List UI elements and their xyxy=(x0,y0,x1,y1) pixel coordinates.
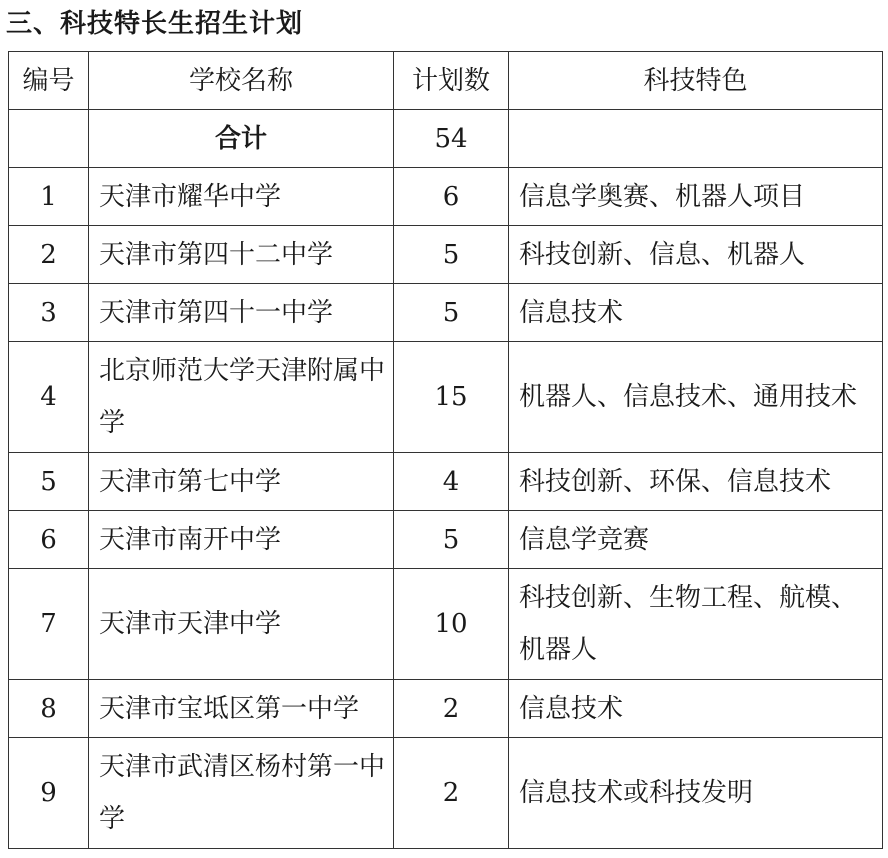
row-feature: 信息技术 xyxy=(509,284,883,342)
total-feature-cell xyxy=(509,110,883,168)
row-feature: 科技创新、生物工程、航模、机器人 xyxy=(509,569,883,680)
enrollment-plan-table xyxy=(8,51,883,849)
row-no: 7 xyxy=(9,569,89,680)
table-row xyxy=(9,569,883,680)
row-feature: 机器人、信息技术、通用技术 xyxy=(509,342,883,453)
row-no: 5 xyxy=(9,453,89,511)
total-row xyxy=(9,110,883,168)
row-feature: 信息学竞赛 xyxy=(509,511,883,569)
table-row xyxy=(9,168,883,226)
row-count: 5 xyxy=(394,511,509,569)
row-school: 天津市宝坻区第一中学 xyxy=(89,680,394,738)
row-no: 3 xyxy=(9,284,89,342)
row-no: 8 xyxy=(9,680,89,738)
table-row xyxy=(9,453,883,511)
row-feature: 信息学奥赛、机器人项目 xyxy=(509,168,883,226)
table-row xyxy=(9,680,883,738)
table-row xyxy=(9,226,883,284)
row-no: 4 xyxy=(9,342,89,453)
row-school: 天津市武清区杨村第一中学 xyxy=(89,738,394,849)
row-count: 6 xyxy=(394,168,509,226)
row-school: 天津市第七中学 xyxy=(89,453,394,511)
row-no: 2 xyxy=(9,226,89,284)
table-row xyxy=(9,511,883,569)
row-feature: 科技创新、信息、机器人 xyxy=(509,226,883,284)
row-no: 1 xyxy=(9,168,89,226)
row-school: 天津市第四十一中学 xyxy=(89,284,394,342)
table-row xyxy=(9,738,883,849)
row-feature: 信息技术或科技发明 xyxy=(509,738,883,849)
row-school: 天津市南开中学 xyxy=(89,511,394,569)
row-no: 9 xyxy=(9,738,89,849)
header-count: 计划数 xyxy=(394,52,509,110)
total-no-cell xyxy=(9,110,89,168)
table-row xyxy=(9,342,883,453)
row-school: 天津市天津中学 xyxy=(89,569,394,680)
header-feature: 科技特色 xyxy=(509,52,883,110)
row-school: 北京师范大学天津附属中学 xyxy=(89,342,394,453)
row-count: 2 xyxy=(394,738,509,849)
row-count: 15 xyxy=(394,342,509,453)
row-feature: 科技创新、环保、信息技术 xyxy=(509,453,883,511)
row-count: 5 xyxy=(394,284,509,342)
row-count: 4 xyxy=(394,453,509,511)
table-row xyxy=(9,284,883,342)
row-feature: 信息技术 xyxy=(509,680,883,738)
row-school: 天津市耀华中学 xyxy=(89,168,394,226)
header-no: 编号 xyxy=(9,52,89,110)
row-school: 天津市第四十二中学 xyxy=(89,226,394,284)
header-school: 学校名称 xyxy=(89,52,394,110)
row-count: 5 xyxy=(394,226,509,284)
row-count: 10 xyxy=(394,569,509,680)
page-title: 三、科技特长生招生计划 xyxy=(6,9,304,39)
row-no: 6 xyxy=(9,511,89,569)
table-header-row xyxy=(9,52,883,110)
total-count: 54 xyxy=(394,110,509,168)
total-label: 合计 xyxy=(89,110,394,168)
row-count: 2 xyxy=(394,680,509,738)
